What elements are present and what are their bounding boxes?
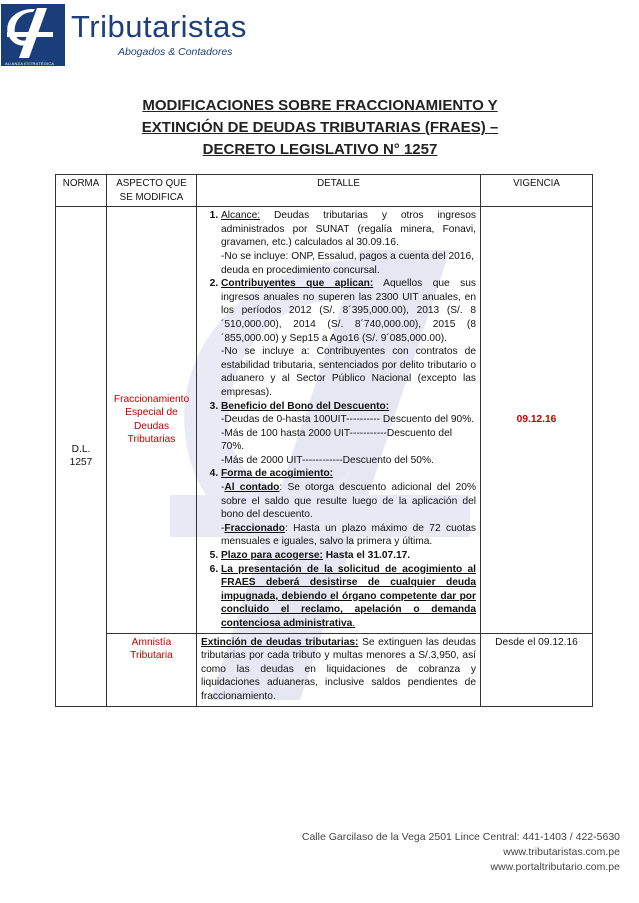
item-note: -No se incluye: ONP, Essalud, pagos a cuenta del 2016, deuda en procedimiento concursal. bbox=[221, 250, 474, 276]
vigencia-cell: 09.12.16 bbox=[481, 207, 593, 633]
table-row bbox=[56, 207, 593, 633]
aspecto-cell: Amnistía Tributaria bbox=[107, 633, 197, 706]
list-item bbox=[221, 209, 476, 277]
list-item bbox=[221, 400, 476, 468]
norma-cell: D.L. 1257 bbox=[56, 207, 107, 706]
footer-address: Calle Garcilaso de la Vega 2501 Lince Central: 441-1403 / 422-5630 bbox=[301, 831, 620, 843]
item-heading: Forma de acogimiento: bbox=[221, 468, 334, 480]
title-line-3: DECRETO LEGISLATIVO N° 1257 bbox=[202, 141, 438, 158]
brand-subtitle: Abogados & Contadores bbox=[118, 46, 233, 58]
header-norma: NORMA bbox=[56, 175, 107, 207]
item-text-content: La presentación de la solicitud de acogimiento al FRAES deberá desistirse de cualquier deuda impugnada, debiendo el órgano competente dar por concluido el reclamo, apelación o demanda contenciosa administrativa bbox=[221, 563, 476, 629]
discount-line: -Deudas de 0-hasta 100UIT---------- Descuento del 90%. bbox=[221, 414, 475, 426]
logo-tagline: ALIANZA ESTRATÉGICA bbox=[5, 61, 55, 66]
item-text: Aquellos que sus ingresos anuales no superen las 2300 UIT anuales, en los períodos 2012 (S/. 8´395,000.00), 2013 (S/. 8´510,000.00), 2014 (S/. 8´740,000.00), 2015 (8´855,000.00) y Sep15 a Ago16 (S/. 9´085,000.00). bbox=[221, 278, 477, 344]
detalle-cell bbox=[197, 207, 481, 633]
item-heading: Beneficio del Bono del Descuento: bbox=[221, 400, 390, 412]
table-row bbox=[56, 633, 593, 706]
item-note: -No se incluye a: Contribuyentes con contratos de estabilidad tributaria, sentenciados por delito tributario o aduanero y al Sector Público Nacional (excepto las empresas). bbox=[221, 346, 476, 398]
item-heading: Extinción de deudas tributarias: bbox=[201, 636, 359, 648]
header-vigencia: VIGENCIA bbox=[481, 175, 593, 207]
item-heading: Plazo para acogerse: bbox=[221, 550, 323, 562]
table-header-row bbox=[56, 175, 593, 207]
aspecto-cell: Fraccionamiento Especial de Deudas Tributarias bbox=[107, 207, 197, 633]
vigencia-cell: Desde el 09.12.16 bbox=[481, 633, 593, 706]
payment-option-label: Al contado bbox=[224, 482, 280, 494]
logo-mark-icon bbox=[1, 4, 65, 60]
title-line-2: EXTINCIÓN DE DEUDAS TRIBUTARIAS (FRAES) – bbox=[141, 119, 499, 136]
item-text: Deudas tributarias y otros ingresos administrados por SUNAT (regalía minera, Fonavi, gravamen, etc.) calculados al 30.09.16. bbox=[221, 210, 476, 249]
regulation-table bbox=[55, 174, 593, 707]
item-heading: Alcance: bbox=[221, 210, 261, 222]
item-heading: Contribuyentes que aplican: bbox=[221, 278, 374, 290]
item-text: 6. La presentación de la solicitud de acogimiento al FRAES deberá desistirse de cualquier deuda impugnada, debiendo el órgano competente dar por concluido el reclamo, apelación o demanda contenciosa administrativa. bbox=[221, 563, 476, 629]
list-item bbox=[221, 549, 476, 563]
header-detalle: DETALLE bbox=[197, 175, 481, 207]
discount-line: -Más de 2000 UIT------------Descuento del 50%. bbox=[221, 454, 434, 466]
detail-list bbox=[201, 209, 476, 630]
list-item bbox=[221, 277, 476, 399]
company-logo bbox=[1, 4, 65, 66]
discount-line: -Más de 100 hasta 2000 UIT-----------Descuento del 70%. bbox=[221, 427, 452, 453]
footer-website-link[interactable]: www.portaltributario.com.pe bbox=[490, 861, 620, 873]
item-text: Hasta el 31.07.17. bbox=[322, 550, 411, 562]
payment-option-text: : Hasta un plazo máximo de 72 cuotas mensuales e iguales, salvo la primera y última. bbox=[221, 522, 476, 548]
payment-option-text: : Se otorga descuento adicional del 20% sobre el saldo que resulte luego de la aplicación del bono del descuento. bbox=[221, 482, 477, 521]
payment-option-label: Fraccionado bbox=[224, 522, 285, 534]
list-item bbox=[221, 563, 476, 631]
detalle-cell bbox=[197, 633, 481, 706]
footer-website-link[interactable]: www.tributaristas.com.pe bbox=[503, 846, 620, 858]
document-title bbox=[100, 95, 540, 161]
brand-name: Tributaristas bbox=[71, 9, 247, 44]
header-aspecto: ASPECTO QUE SE MODIFICA bbox=[107, 175, 197, 207]
item-text: Se extinguen las deudas tributarias por cada tributo y multas menores a S/.3,950, así como las deudas en liquidaciones de cobranza y liquidaciones aduaneras, inclusive saldos pendientes de fraccionamiento. bbox=[201, 636, 476, 702]
title-line-1: MODIFICACIONES SOBRE FRACCIONAMIENTO Y bbox=[142, 97, 498, 114]
footer-contact bbox=[302, 830, 620, 875]
list-item: 4. Forma de acogimiento: -Al contado: Se otorga descuento adicional del 20% sobre el saldo que resulte luego de la aplicación del bono del descuento. -Fraccionado: Hasta un plazo máximo de 72 cuotas mensuales e iguales, salvo la primera y última. bbox=[221, 467, 476, 549]
